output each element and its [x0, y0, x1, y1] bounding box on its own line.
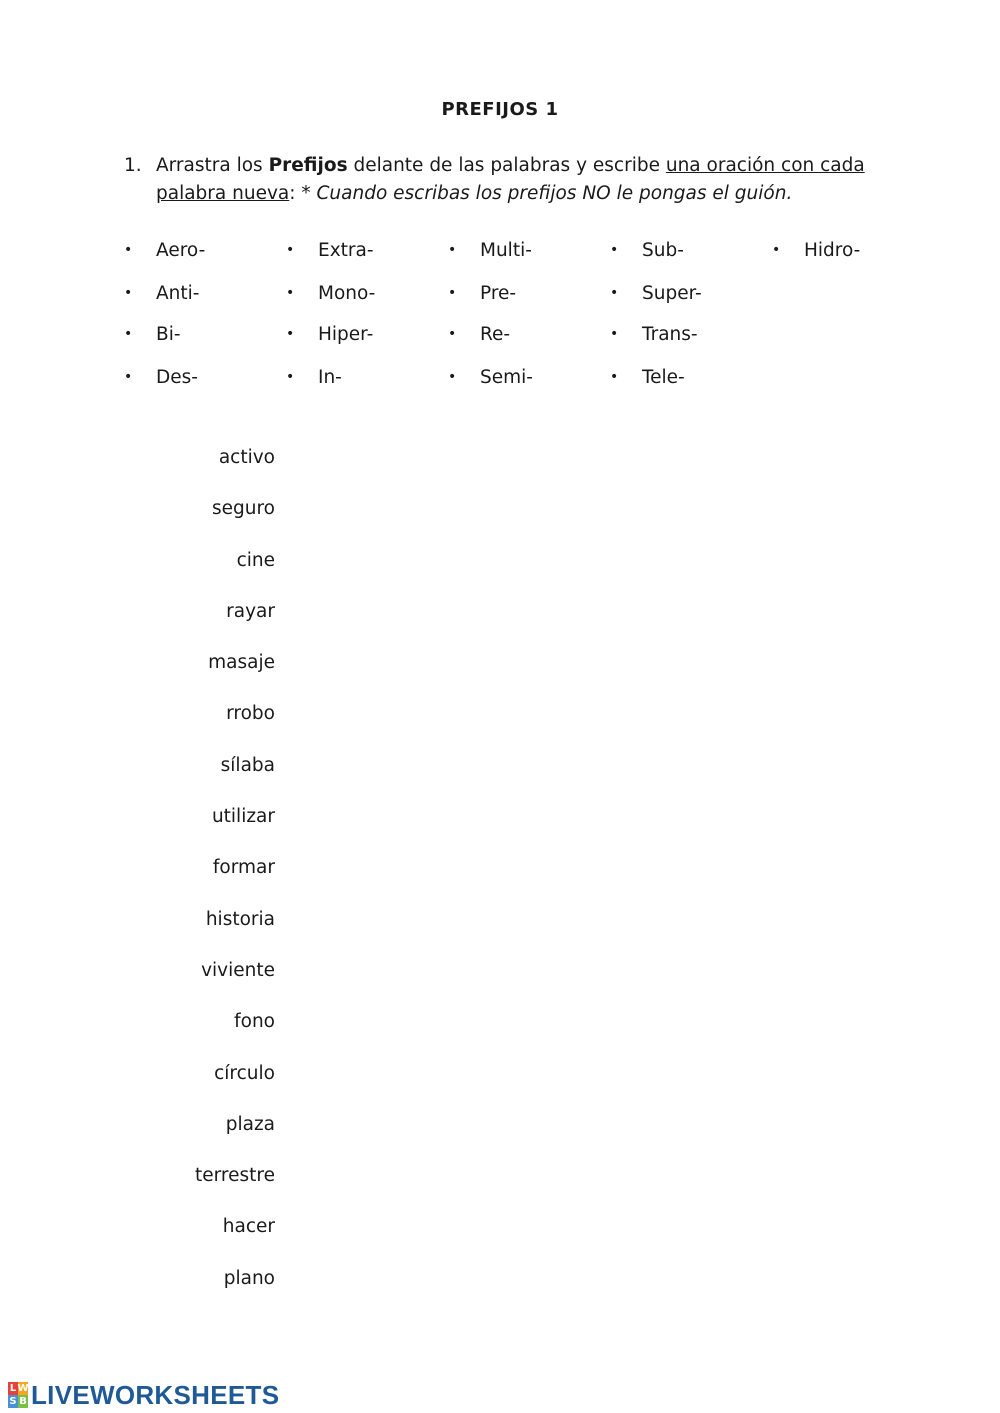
prefix-label: Trans- [642, 324, 698, 345]
prefix-item[interactable] [448, 238, 532, 263]
prefix-item[interactable] [286, 238, 374, 263]
logo-mark-icon [8, 1382, 28, 1408]
instruction-text [156, 152, 884, 208]
instruction-part3: : * [289, 183, 317, 204]
prefix-item[interactable] [124, 238, 205, 263]
instruction-italic-note: Cuando escribas los prefijos NO le pongas el guión. [316, 183, 793, 204]
instruction-underlined-2: palabra nueva [156, 183, 290, 204]
prefix-label: Re- [480, 324, 511, 345]
instruction-bold: Prefijos [268, 155, 348, 176]
bullet-icon: • [448, 242, 457, 258]
prefix-label: Pre- [480, 283, 517, 304]
logo-text: LIVEWORKSHEETS [31, 1379, 280, 1410]
prefix-item[interactable] [286, 322, 373, 347]
instruction-underlined-1: una oración con cada [665, 155, 865, 176]
word-item: viviente [201, 959, 275, 981]
prefix-item[interactable] [448, 365, 533, 390]
bullet-icon: • [448, 285, 457, 301]
instruction-number: 1. [124, 155, 142, 176]
logo-mark-letter: S [9, 1396, 17, 1407]
prefix-label: Sub- [642, 240, 684, 261]
bullet-icon: • [124, 285, 133, 301]
word-item: historia [205, 908, 275, 930]
word-item: seguro [211, 498, 275, 520]
prefix-label: Extra- [318, 240, 374, 261]
prefix-item[interactable] [124, 322, 181, 347]
logo-mark-letter: L [9, 1383, 17, 1394]
instruction-part1: Arrastra los [156, 155, 269, 176]
bullet-icon: • [286, 326, 295, 342]
prefix-label: Hiper- [318, 324, 374, 345]
word-list [120, 446, 275, 1318]
prefix-item[interactable] [124, 281, 199, 306]
prefix-list [124, 238, 944, 408]
prefix-item[interactable] [448, 281, 516, 306]
logo-mark-letter: W [17, 1383, 29, 1394]
prefix-item[interactable] [610, 365, 685, 390]
bullet-icon: • [610, 242, 619, 258]
prefix-label: Hidro- [804, 240, 861, 261]
bullet-icon: • [124, 369, 133, 385]
word-item: fono [234, 1011, 275, 1033]
bullet-icon: • [772, 242, 781, 258]
word-item: rrobo [226, 703, 275, 725]
bullet-icon: • [286, 285, 295, 301]
word-item: rayar [226, 600, 275, 622]
bullet-icon: • [610, 369, 619, 385]
prefix-item[interactable] [286, 365, 342, 390]
bullet-icon: • [610, 285, 619, 301]
word-item: utilizar [211, 806, 275, 828]
prefix-item[interactable] [772, 238, 860, 263]
bullet-icon: • [124, 242, 133, 258]
logo-mark-letter: B [19, 1396, 27, 1407]
instruction-part2: delante de las palabras y escribe [347, 155, 666, 176]
bullet-icon: • [286, 242, 295, 258]
prefix-label: Semi- [480, 367, 533, 388]
bullet-icon: • [610, 326, 619, 342]
prefix-label: Super- [642, 283, 702, 304]
word-item: activo [218, 447, 275, 468]
bullet-icon: • [448, 369, 457, 385]
bullet-icon: • [124, 326, 133, 342]
prefix-item[interactable] [286, 281, 375, 306]
bullet-icon: • [448, 326, 457, 342]
instruction [124, 152, 884, 208]
prefix-label: Multi- [480, 240, 532, 261]
liveworksheets-logo [8, 1380, 279, 1410]
prefix-label: Tele- [642, 367, 685, 388]
word-item: cine [236, 549, 275, 571]
prefix-item[interactable] [610, 238, 684, 263]
prefix-label: In- [318, 367, 342, 388]
bullet-icon: • [286, 369, 295, 385]
word-item: círculo [214, 1062, 275, 1084]
prefix-label: Anti- [156, 283, 200, 304]
prefix-label: Des- [156, 367, 198, 388]
word-item: terrestre [195, 1165, 275, 1187]
prefix-label: Mono- [318, 283, 376, 304]
word-item: sílaba [220, 754, 275, 776]
word-item: hacer [222, 1216, 275, 1238]
prefix-item[interactable] [448, 322, 510, 347]
prefix-item[interactable] [610, 322, 698, 347]
word-item: plano [223, 1267, 275, 1289]
page-title: PREFIJOS 1 [441, 99, 559, 120]
word-item: formar [212, 857, 275, 879]
prefix-item[interactable] [610, 281, 702, 306]
word-item: plaza [225, 1113, 275, 1135]
word-item: masaje [208, 652, 275, 674]
prefix-label: Aero- [156, 240, 206, 261]
prefix-label: Bi- [156, 324, 181, 345]
prefix-item[interactable] [124, 365, 198, 390]
